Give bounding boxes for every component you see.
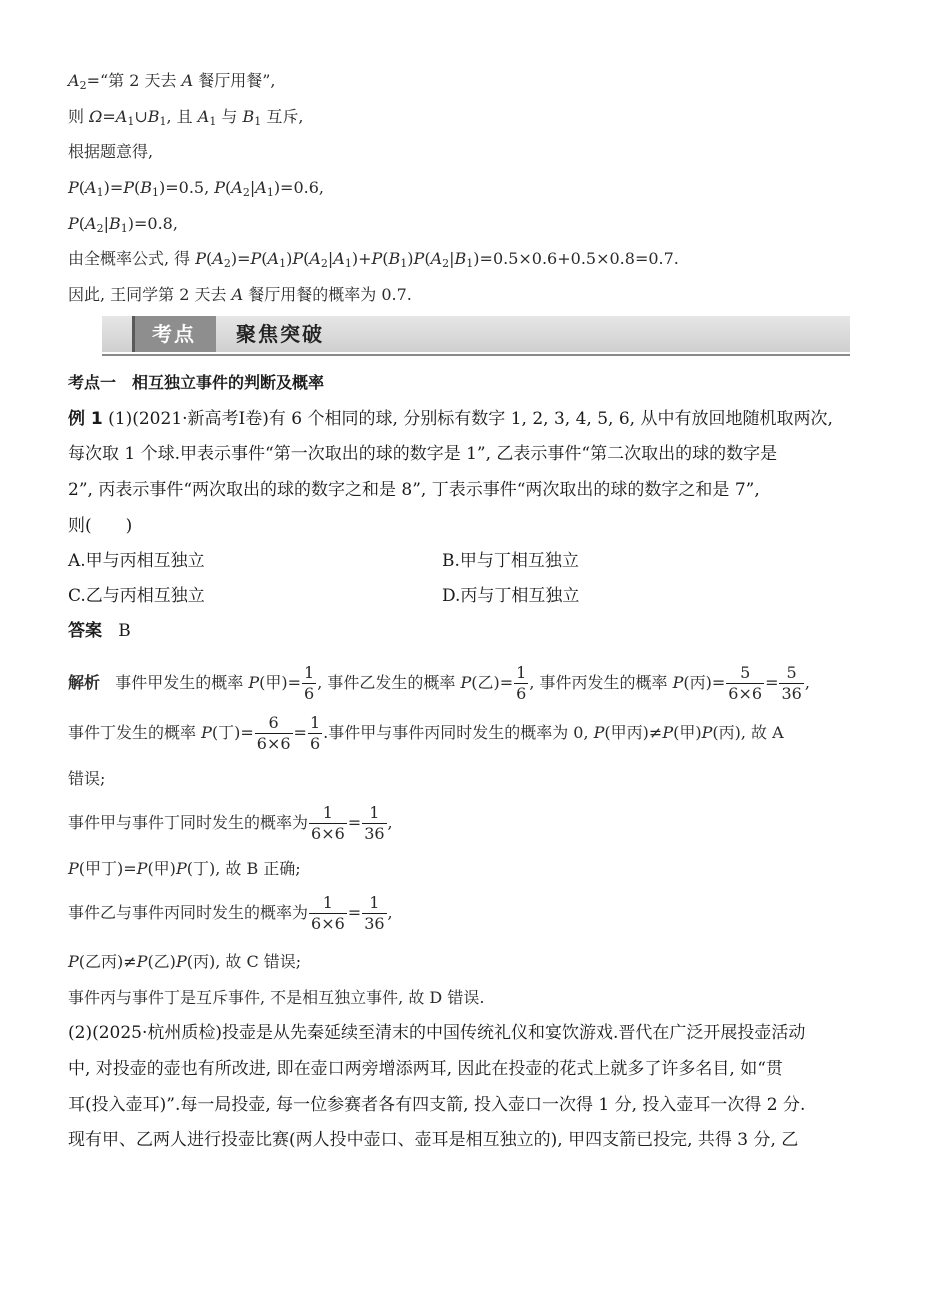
- fraction-5-36a: $\frac{5}{6\times 6}$: [728, 663, 763, 703]
- fraction-5-36: $\frac{5}{36}$: [781, 663, 802, 703]
- banner-tag: 考点: [132, 316, 216, 352]
- analysis-line4: 事件甲与事件丁同时发生的概率为 $\frac{1}{6\times 6}$ = $\frac{1}{36}$ ,: [68, 803, 393, 843]
- analysis-line3: 错误;: [68, 769, 106, 788]
- text-line-given: 根据题意得,: [68, 142, 154, 161]
- text-line-probabilities-2: $P(A_2|B_1)=0.8$,: [68, 214, 178, 235]
- answer-value: B: [118, 621, 131, 641]
- example1-line3: 2”, 丙表示事件“两次取出的球的数字之和是 8”, 丁表示事件“两次取出的球的数字之和是 7”,: [68, 480, 760, 500]
- section-banner: [102, 316, 850, 356]
- example1-line4: 则( ): [68, 516, 133, 536]
- part2-line1: (2)(2025·杭州质检)投壶是从先秦延续至清末的中国传统礼仪和宴饮游戏.晋代在广泛开展投壶活动: [68, 1023, 806, 1043]
- analysis-line8: 事件丙与事件丁是互斥事件, 不是相互独立事件, 故 D 错误.: [68, 988, 485, 1007]
- analysis-label: 解析: [68, 673, 101, 692]
- text-line-probabilities-1: $P(A_1)=P(B_1)=0.5$, $P(A_2|A_1)=0.6$,: [68, 178, 324, 199]
- fraction-1-36b: $\frac{1}{6\times 6}$: [311, 893, 345, 933]
- option-a: A.甲与丙相互独立: [68, 551, 205, 571]
- answer-line: [68, 620, 880, 642]
- fraction-1-36a: $\frac{1}{6\times 6}$: [311, 803, 345, 843]
- banner-tag-edge: [132, 316, 135, 352]
- analysis-line7: P(乙丙)≠P(乙)P(丙), 故 C 错误;: [68, 952, 302, 971]
- banner-title: 聚焦突破: [236, 322, 324, 346]
- part2-line2: 中, 对投壶的壶也有所改进, 即在壶口两旁增添两耳, 因此在投壶的花式上就多了许多名目, 如“贯: [68, 1059, 783, 1079]
- example1-line1: 例 1 (1)(2021·新高考Ⅰ卷)有 6 个相同的球, 分别标有数字 1, 2, 3, 4, 5, 6, 从中有放回地随机取两次,: [68, 409, 833, 429]
- banner-underline: [102, 354, 850, 356]
- option-b: B.甲与丁相互独立: [442, 551, 579, 571]
- text-line-omega: 则 $\Omega=A_1\cup B_1$, 且 $A_1$ 与 $B_1$ 互斥,: [68, 107, 304, 128]
- part2-line4: 现有甲、乙两人进行投壶比赛(两人投中壶口、壶耳是相互独立的), 甲四支箭已投完, 共得 3 分, 乙: [68, 1130, 799, 1150]
- fraction-1-6: $\frac{1}{6}$: [516, 663, 527, 703]
- option-d: D.丙与丁相互独立: [442, 586, 580, 606]
- fraction-1-36: $\frac{1}{36}$: [364, 893, 385, 933]
- text-line-total-probability: 由全概率公式, 得 $P(A_2)=P(A_1)P(A_2|A_1)+P(B_1)P(A_2|B_1)=0.5\times 0.6+0.5\times 0.8=0.7$.: [68, 249, 679, 270]
- text-line-conclusion: 因此, 王同学第 2 天去 A 餐厅用餐的概率为 0.7.: [68, 285, 412, 304]
- analysis-line6: 事件乙与事件丙同时发生的概率为 $\frac{1}{6\times 6}$ = $\frac{1}{36}$ ,: [68, 893, 393, 933]
- part2-line3: 耳(投入壶耳)”.每一局投壶, 每一位参赛者各有四支箭, 投入壶口一次得 1 分, 投入壶耳一次得 2 分.: [68, 1095, 806, 1115]
- example1-line2: 每次取 1 个球.甲表示事件“第一次取出的球的数字是 1”, 乙表示事件“第二次取出的球的数字是: [68, 444, 778, 464]
- example-label: 例 1: [68, 409, 103, 429]
- analysis-line2: 事件丁发生的概率 P(丁)= $\frac{6}{6\times 6}$ = $\frac{1}{6}$ .事件甲与事件丙同时发生的概率为 0, P(甲丙)≠P(甲)P(丙), 故 A: [68, 713, 784, 753]
- fraction-6-36: $\frac{6}{6\times 6}$: [256, 713, 291, 753]
- fraction-1-6: $\frac{1}{6}$: [304, 663, 315, 703]
- option-c: C.乙与丙相互独立: [68, 586, 205, 606]
- answer-label: 答案: [68, 621, 102, 641]
- fraction-1-36: $\frac{1}{36}$: [364, 803, 385, 843]
- text-line-a2-definition: $A_2=“$第 2 天去 A 餐厅用餐”,: [68, 71, 276, 92]
- section-heading: 考点一 相互独立事件的判断及概率: [68, 373, 325, 392]
- fraction-1-6: $\frac{1}{6}$: [309, 713, 321, 753]
- analysis-line1: 解析 事件甲发生的概率 P(甲)= $\frac{1}{6}$ , 事件乙发生的概率 P(乙)= $\frac{1}{6}$ , 事件丙发生的概率 P(丙)= $\frac{5}{6\times 6}$ = $\frac{5}{36}$ ,: [68, 663, 810, 703]
- analysis-line5: P(甲丁)=P(甲)P(丁), 故 B 正确;: [68, 859, 301, 878]
